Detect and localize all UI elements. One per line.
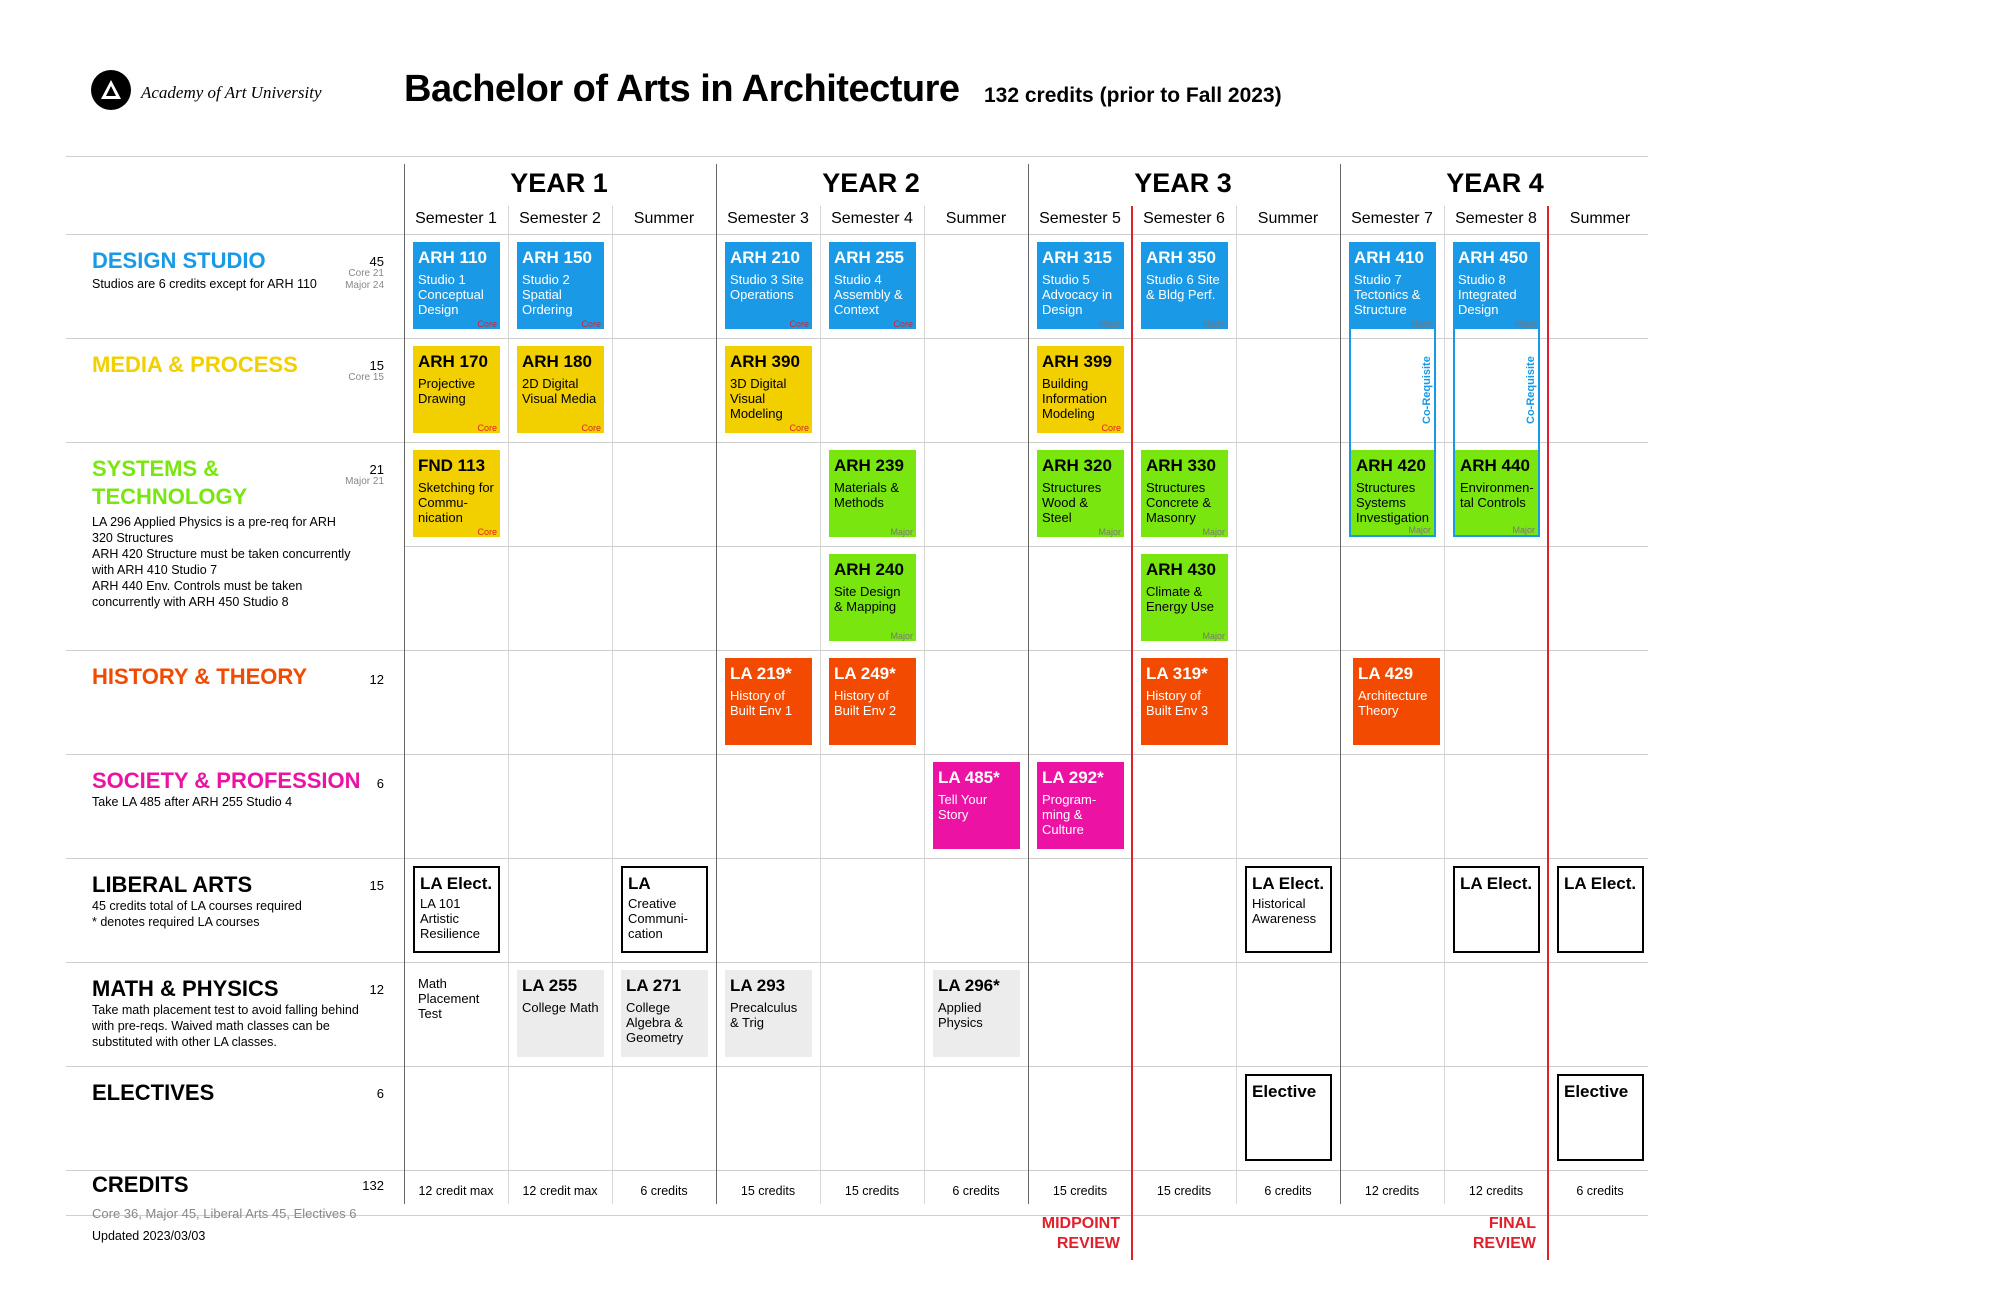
systems-note-1: LA 296 Applied Physics is a pre-req for ARH 320 Structures [92,515,336,545]
row-divider [66,754,1648,755]
course-elective-1[interactable] [1245,1074,1332,1161]
course-arh350[interactable] [1141,242,1228,329]
coreq-label: Co-Requisite [1421,356,1433,424]
final-review-line [1547,206,1549,1260]
course-tag: Core [477,423,497,433]
course-code: ARH 410 [1354,248,1424,267]
course-tag: Major [1202,319,1225,329]
math-credits: 12 [369,982,384,997]
society-title: SOCIETY & PROFESSION [92,768,361,793]
midpoint-review-line1: MIDPOINT [1041,1215,1120,1232]
semester-label: Summer [1569,210,1631,227]
course-code: LA 485* [938,768,1000,787]
year-divider [404,164,405,1204]
course-code: ARH 420 [1356,456,1426,475]
course-name: Studio 8 Integrated Design [1458,272,1517,317]
course-name: Applied Physics [938,1000,983,1030]
course-arh390[interactable] [725,346,812,433]
course-la255[interactable] [517,970,604,1057]
course-arh240[interactable] [829,554,916,641]
course-code: LA Elect. [1252,874,1325,893]
course-code: ARH 430 [1146,560,1216,579]
course-code: ARH 450 [1458,248,1528,267]
course-tag: Major [1512,525,1535,535]
course-name: Historical Awareness [1252,896,1317,926]
term-credits: 12 credits [1364,1184,1420,1198]
course-tag: Major [1098,527,1121,537]
course-tag: Core [789,319,809,329]
course-tag: Core [477,527,497,537]
course-name: Studio 4 Assembly & Context [834,272,903,317]
course-arh210[interactable] [725,242,812,329]
course-code: FND 113 [418,456,486,475]
page-subtitle: 132 credits (prior to Fall 2023) [984,84,1282,107]
course-name: Program-ming & Culture [1042,792,1097,837]
media-process-core: Core 15 [348,372,384,383]
media-process-title: MEDIA & PROCESS [92,352,298,377]
course-code: ARH 170 [418,352,488,371]
course-la-elective-summer4[interactable] [1557,866,1644,953]
year-divider [716,164,717,1204]
liberal-arts-note-1: 45 credits total of LA courses required [92,899,302,913]
course-arh150[interactable] [517,242,604,329]
course-arh320[interactable] [1037,450,1124,537]
course-name: Architecture Theory [1358,688,1428,718]
course-code: LA 271 [626,976,682,995]
design-studio-credits: 45 [369,254,384,269]
liberal-arts-title: LIBERAL ARTS [92,872,253,897]
term-credits: 15 credits [844,1184,900,1198]
course-arh315[interactable] [1037,242,1124,329]
term-credits: 15 credits [1156,1184,1212,1198]
liberal-arts-note-2: * denotes required LA courses [92,915,260,929]
coreq-label: Co-Requisite [1525,356,1537,424]
course-name: Creative Communi-cation [628,896,688,941]
row-divider [66,858,1648,859]
final-review-line2: REVIEW [1472,1235,1536,1252]
course-la271[interactable] [621,970,708,1057]
course-code: ARH 320 [1042,456,1112,475]
course-code: ARH 390 [730,352,800,371]
course-code: Elective [1252,1082,1317,1101]
term-credits: 12 credit max [522,1184,598,1198]
course-name: Materials & Methods [834,480,900,510]
systems-title-line2: TECHNOLOGY [92,484,248,509]
course-la-elective-1[interactable] [413,866,500,953]
course-la485[interactable] [933,762,1020,849]
course-arh239[interactable] [829,450,916,537]
course-arh440[interactable] [1453,450,1540,537]
semester-label: Semester 7 [1351,210,1433,227]
course-la292[interactable] [1037,762,1124,849]
course-arh255[interactable] [829,242,916,329]
course-code: LA 296* [938,976,1000,995]
systems-major: Major 21 [345,476,384,487]
course-code: ARH 150 [522,248,592,267]
society-credits: 6 [376,776,384,791]
math-placement-test [413,970,500,1057]
course-la-elective-sem8[interactable] [1453,866,1540,953]
design-studio-note: Studios are 6 credits except for ARH 110 [92,277,317,291]
course-name: Structures Systems Investigation [1356,480,1429,525]
design-studio-title: DESIGN STUDIO [92,248,266,273]
semester-label: Summer [1257,210,1319,227]
top-rule [66,156,1648,157]
column-divider [612,206,613,1204]
term-credits: 6 credits [640,1184,688,1198]
year-1-title: YEAR 1 [510,168,608,198]
row-divider [404,546,1648,547]
course-code: LA Elect. [1460,874,1533,893]
course-code: LA Elect. [420,874,493,893]
row-divider [66,962,1648,963]
course-tag: Major [1098,319,1121,329]
course-arh110[interactable] [413,242,500,329]
course-la293[interactable] [725,970,812,1057]
university-name: Academy of Art University [141,83,322,102]
year-4-title: YEAR 4 [1446,168,1544,198]
course-name: Studio 6 Site & Bldg Perf. [1146,272,1220,302]
row-divider [66,234,1648,235]
course-name: 2D Digital Visual Media [522,376,597,406]
course-tag: Major [1202,527,1225,537]
course-name: History of Built Env 2 [834,688,897,718]
semester-label: Semester 4 [831,210,913,227]
course-code: LA 292* [1042,768,1104,787]
column-divider [508,206,509,1204]
systems-credits: 21 [369,462,384,477]
systems-title-line1: SYSTEMS & [92,456,220,481]
course-tag: Core [581,319,601,329]
course-name: 3D Digital Visual Modeling [730,376,787,421]
semester-label: Semester 1 [415,210,497,227]
course-tag: Core [581,423,601,433]
course-la319[interactable] [1141,658,1228,745]
column-divider [924,206,925,1204]
course-arh170[interactable] [413,346,500,433]
final-review-line1: FINAL [1488,1215,1536,1232]
column-divider [1236,206,1237,1204]
course-tag: Core [893,319,913,329]
semester-label: Semester 3 [727,210,809,227]
course-name: Structures Wood & Steel [1042,480,1102,525]
semester-label: Semester 5 [1039,210,1121,227]
course-name: Structures Concrete & Masonry [1146,480,1212,525]
liberal-arts-credits: 15 [369,878,384,893]
media-process-credits: 15 [369,358,384,373]
course-code: LA 319* [1146,664,1208,683]
footer-credit-totals: Core 36, Major 45, Liberal Arts 45, Electives 6 [92,1206,357,1221]
course-code: LA 293 [730,976,786,995]
course-tag: Major [1410,319,1433,329]
row-divider [66,1066,1648,1067]
course-arh410[interactable] [1349,242,1436,329]
course-arh180[interactable] [517,346,604,433]
course-name: Studio 3 Site Operations [730,272,804,302]
course-la219[interactable] [725,658,812,745]
course-la429[interactable] [1353,658,1440,745]
systems-note-2: ARH 420 Structure must be taken concurrently with ARH 410 Studio 7 [92,547,351,577]
term-credits: 12 credit max [418,1184,494,1198]
course-tag: Major [1514,319,1537,329]
course-name: Math Placement Test [418,976,480,1021]
course-name: Studio 1 Conceptual Design [418,272,484,317]
course-name: Projective Drawing [418,376,476,406]
year-divider [1028,164,1029,1204]
course-name: History of Built Env 1 [730,688,793,718]
electives-credits: 6 [376,1086,384,1101]
semester-label: Summer [945,210,1007,227]
course-tag: Core [1101,423,1121,433]
midpoint-review-line2: REVIEW [1056,1235,1120,1252]
math-note: Take math placement test to avoid falling behind with pre-reqs. Waived math classes can be substituted with other LA classes. [92,1003,359,1049]
course-code: LA 219* [730,664,792,683]
course-name: Site Design & Mapping [834,584,901,614]
course-name: Studio 5 Advocacy in Design [1042,272,1113,317]
design-studio-core: Core 21 [348,268,384,279]
electives-title: ELECTIVES [92,1080,215,1105]
course-arh420[interactable] [1349,450,1436,537]
row-divider [66,1170,1648,1171]
year-divider [1340,164,1341,1204]
final-review-label [1416,1214,1536,1254]
semester-label: Semester 8 [1455,210,1537,227]
course-name: Sketching for Commu-nication [418,480,494,525]
column-divider [1444,206,1445,1204]
term-credits: 6 credits [1576,1184,1624,1198]
course-code: ARH 180 [522,352,592,371]
math-title: MATH & PHYSICS [92,976,279,1001]
column-divider [820,206,821,1204]
course-arh430[interactable] [1141,554,1228,641]
course-name: Studio 2 Spatial Ordering [522,272,573,317]
course-code: ARH 315 [1042,248,1112,267]
course-la-elective-historical[interactable] [1245,866,1332,953]
course-code: ARH 110 [418,248,487,267]
course-code: ARH 350 [1146,248,1216,267]
course-arh399[interactable] [1037,346,1124,433]
course-name: Environmen-tal Controls [1460,480,1534,510]
course-name: LA 101 Artistic Resilience [420,896,480,941]
credits-total: 132 [362,1178,384,1193]
course-tag: Major [890,631,913,641]
course-name: Precalculus & Trig [730,1000,798,1030]
society-note: Take LA 485 after ARH 255 Studio 4 [92,795,293,809]
course-arh330[interactable] [1141,450,1228,537]
course-arh450[interactable] [1453,242,1540,329]
midpoint-review-line [1131,206,1133,1260]
course-code: LA [628,874,651,893]
course-code: ARH 330 [1146,456,1216,475]
course-code: ARH 210 [730,248,800,267]
semester-label: Summer [633,210,695,227]
course-name: Tell Your Story [938,792,988,822]
course-tag: Core [477,319,497,329]
course-la249[interactable] [829,658,916,745]
term-credits: 12 credits [1468,1184,1524,1198]
term-credits: 15 credits [1052,1184,1108,1198]
course-tag: Major [890,527,913,537]
footer-updated-date: Updated 2023/03/03 [92,1229,206,1243]
year-3-title: YEAR 3 [1134,168,1232,198]
course-name: Building Information Modeling [1042,376,1108,421]
course-code: Elective [1564,1082,1629,1101]
course-name: Studio 7 Tectonics & Structure [1354,272,1421,317]
course-name: History of Built Env 3 [1146,688,1209,718]
university-logo-icon [91,70,131,110]
row-divider [66,650,1648,651]
course-tag: Major [1408,525,1431,535]
history-credits: 12 [369,672,384,687]
course-name: College Algebra & Geometry [626,1000,684,1045]
course-name: Climate & Energy Use [1146,584,1214,614]
course-elective-2[interactable] [1557,1074,1644,1161]
term-credits: 6 credits [952,1184,1000,1198]
course-code: LA 255 [522,976,578,995]
course-code: ARH 255 [834,248,904,267]
semester-label: Semester 6 [1143,210,1225,227]
design-studio-major: Major 24 [345,280,384,291]
history-title: HISTORY & THEORY [92,664,308,689]
course-code: LA 249* [834,664,896,683]
course-fnd113[interactable] [413,450,500,537]
course-code: ARH 239 [834,456,904,475]
midpoint-review-label [1000,1214,1120,1254]
credits-title: CREDITS [92,1172,189,1197]
course-code: ARH 240 [834,560,904,579]
course-code: ARH 399 [1042,352,1112,371]
page-title: Bachelor of Arts in Architecture [404,68,960,110]
course-tag: Core [789,423,809,433]
systems-note-3: ARH 440 Env. Controls must be taken concurrently with ARH 450 Studio 8 [92,579,303,609]
year-2-title: YEAR 2 [822,168,920,198]
course-code: LA 429 [1358,664,1414,683]
term-credits: 15 credits [740,1184,796,1198]
course-code: LA Elect. [1564,874,1637,893]
course-code: ARH 440 [1460,456,1530,475]
term-credits: 6 credits [1264,1184,1312,1198]
course-name: College Math [522,1000,599,1015]
course-tag: Major [1202,631,1225,641]
semester-label: Semester 2 [519,210,601,227]
course-la-creative-communication[interactable] [621,866,708,953]
course-la296[interactable] [933,970,1020,1057]
